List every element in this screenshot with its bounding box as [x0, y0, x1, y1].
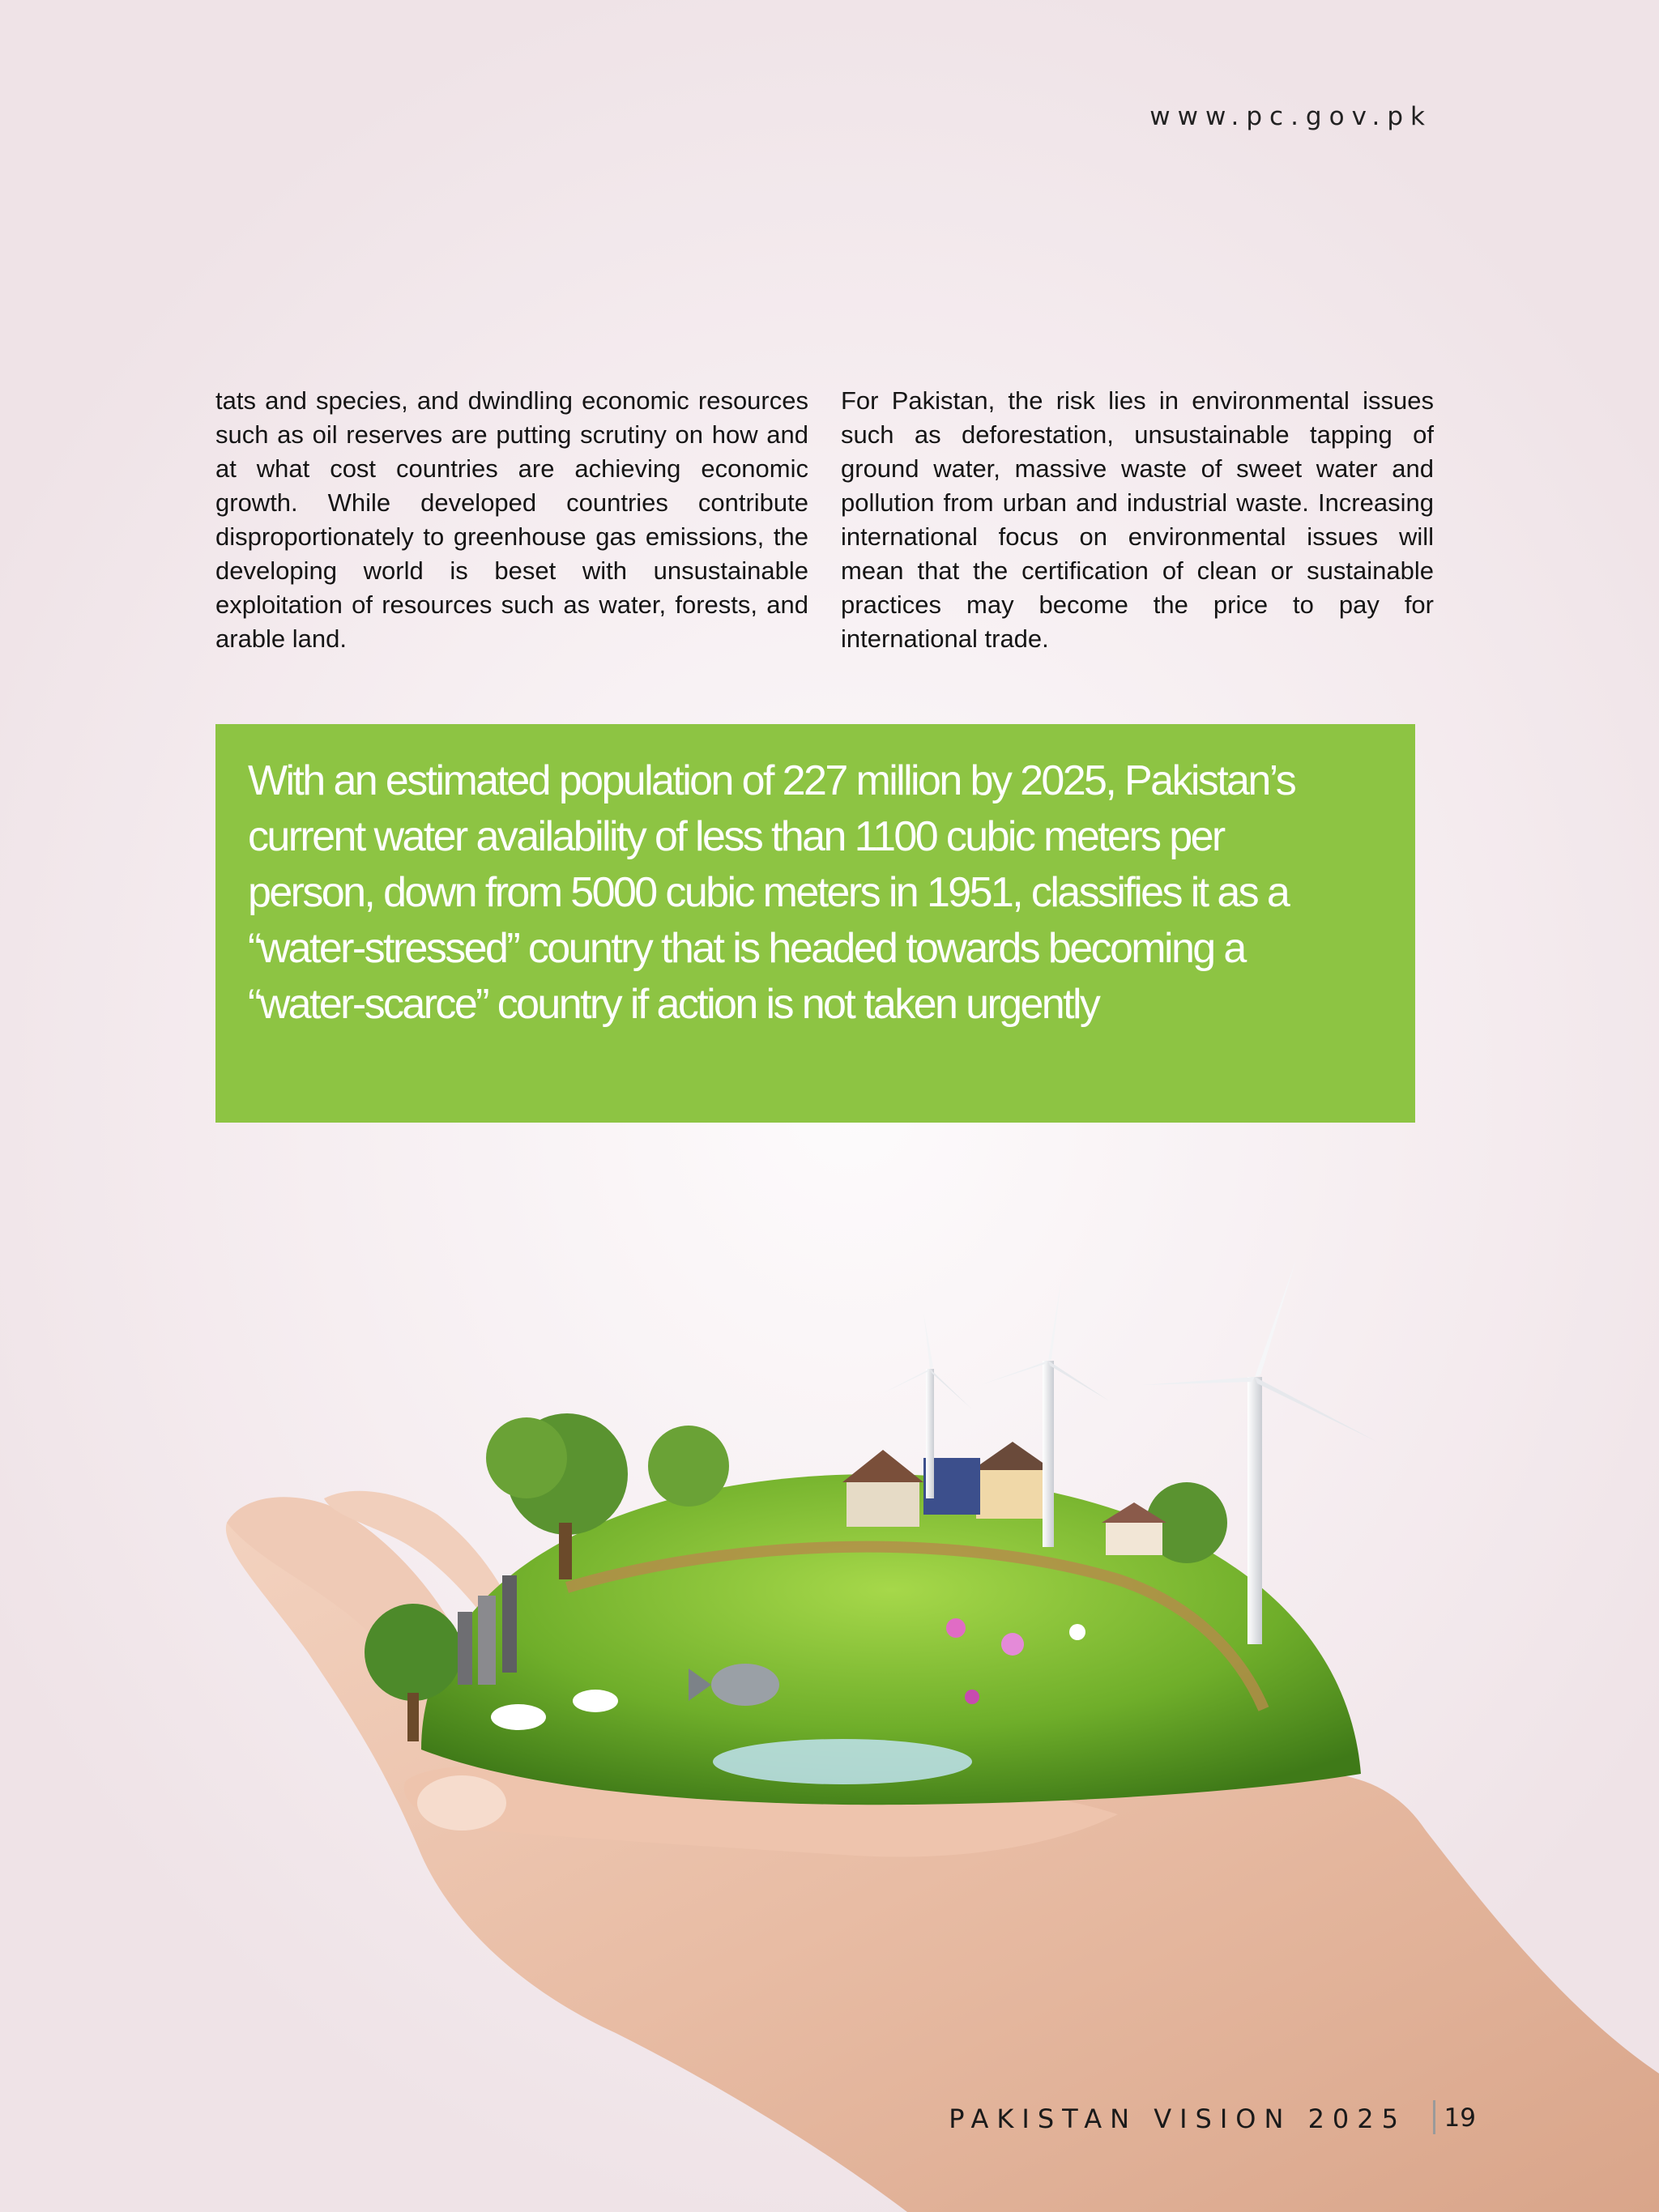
footer-divider — [1433, 2100, 1435, 2134]
publication-title: PAKISTAN VISION 2025 — [949, 2103, 1406, 2134]
callout-text: With an estimated population of 227 million by 2025, Pakistan’s current water availability of less than 1100 cubic meters per person, down from 5000 cubic meters in 1951, classifies it as a “water-stressed” country that is headed towards becoming a “water-scarce” country if action is not taken urgently — [248, 757, 1295, 1028]
body-columns — [215, 384, 1434, 656]
thumbnail — [417, 1775, 506, 1831]
website-url: www.pc.gov.pk — [1149, 102, 1432, 131]
body-column-left: tats and species, and dwindling economic resources such as oil reserves are putting scrutiny on how and at what cost countries are achieving economic growth. While developed countries contribute disproportionately to greenhouse gas emissions, the developing world is beset with unsustainable exploitation of resources such as water, forests, and arable land. — [215, 386, 808, 653]
callout-box — [215, 724, 1415, 1123]
body-column-right: For Pakistan, the risk lies in environmental issues such as deforestation, unsustainable tapping of ground water, massive waste of sweet water and pollution from urban and industrial waste. Increasing international focus on environmental issues will mean that the certification of clean or sustainable practices may become the price to pay for international trade. — [841, 386, 1434, 653]
page-number: 19 — [1444, 2103, 1476, 2133]
hand-holding-green-earth-icon — [0, 1247, 1659, 2212]
page-footer — [0, 2100, 1659, 2141]
